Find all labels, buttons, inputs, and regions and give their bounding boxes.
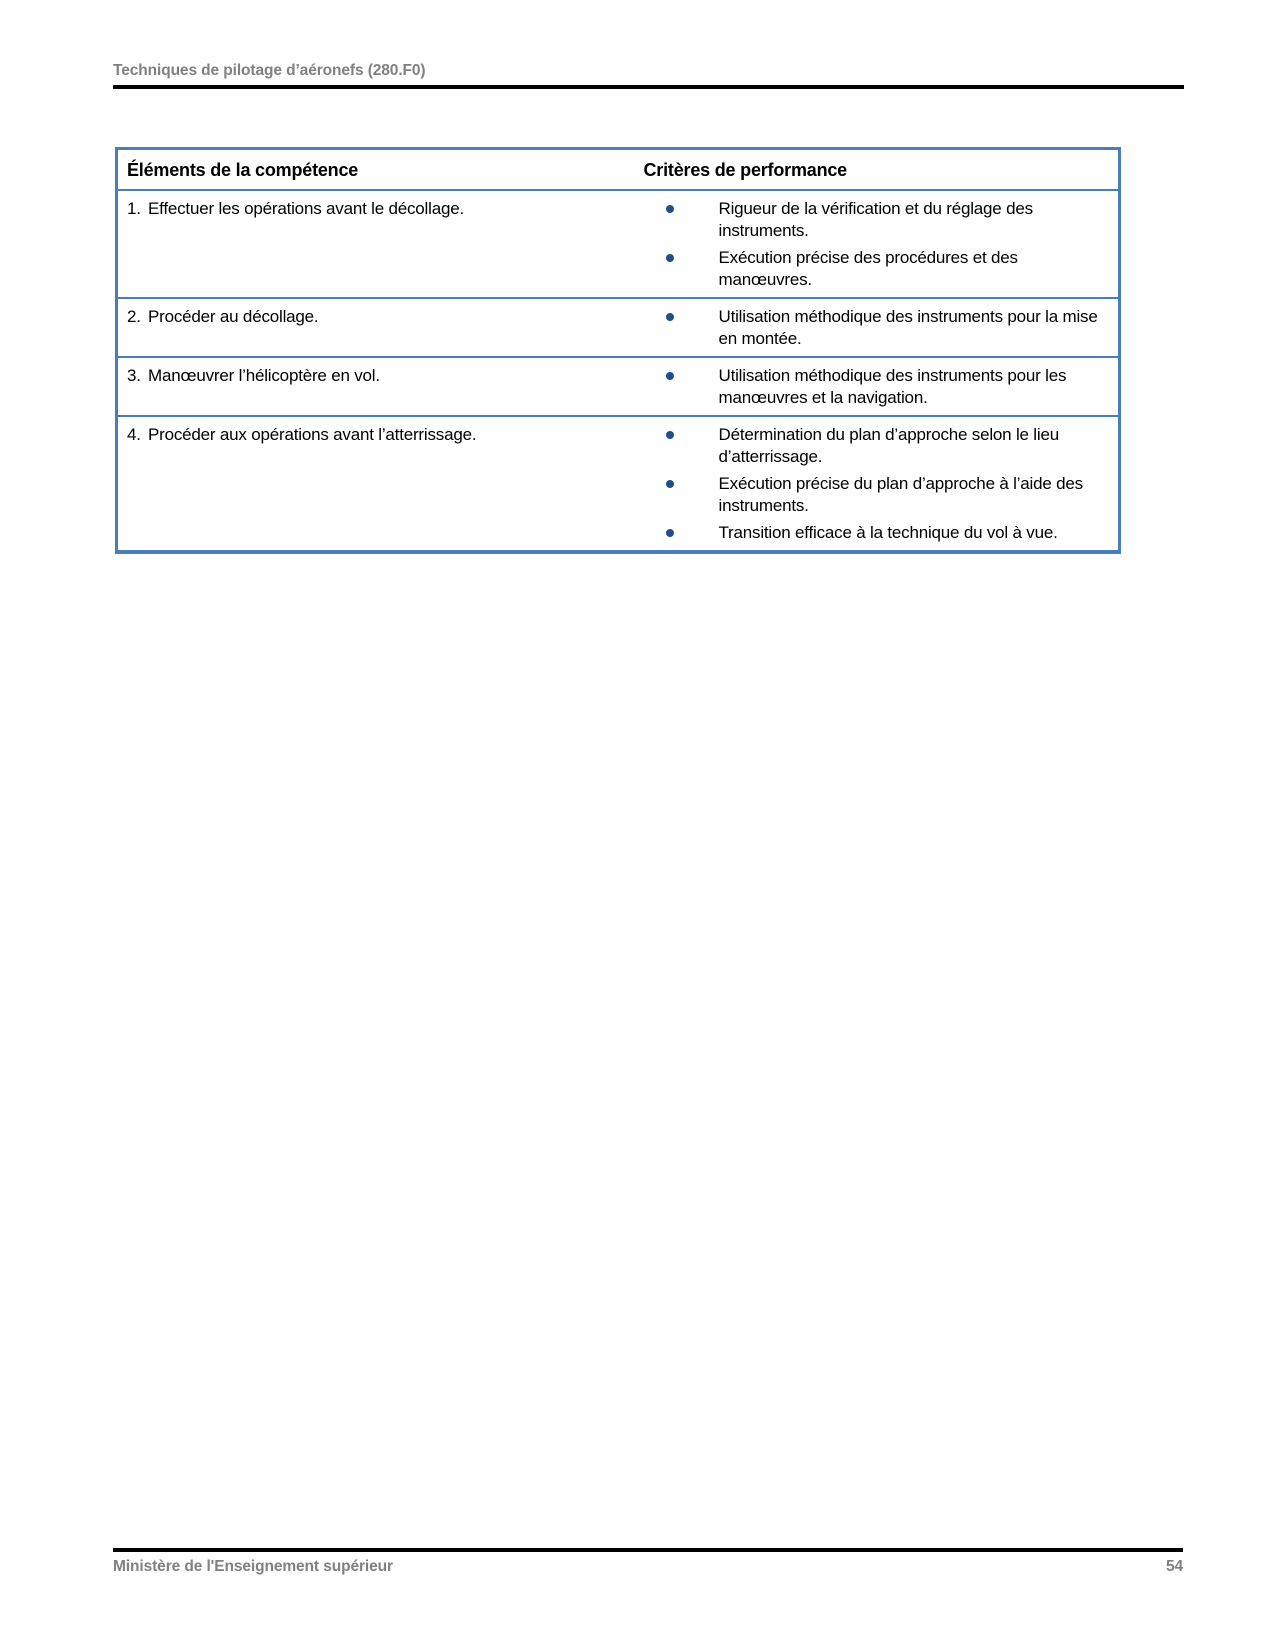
column-header-criteria: Critères de performance	[643, 160, 847, 180]
criteria-list	[644, 424, 1111, 544]
criteria-text: Rigueur de la vérification et du réglage des instruments.	[718, 199, 1033, 240]
criteria-text: Transition efficace à la technique du vol à vue.	[718, 523, 1058, 542]
criteria-cell	[644, 298, 1120, 357]
criteria-item	[644, 473, 1111, 517]
criteria-item	[644, 522, 1111, 544]
criteria-text: Exécution précise des procédures et des manœuvres.	[718, 248, 1018, 289]
element-cell	[117, 357, 644, 416]
table-row	[117, 190, 1120, 298]
element-cell	[117, 298, 644, 357]
criteria-item	[644, 198, 1111, 242]
bullet-icon	[666, 254, 674, 262]
footer-ministry: Ministère de l'Enseignement supérieur	[113, 1558, 393, 1575]
page-header	[113, 62, 1184, 89]
bullet-icon	[666, 431, 674, 439]
criteria-cell	[644, 357, 1120, 416]
element-text: Effectuer les opérations avant le décollage.	[148, 199, 464, 218]
criteria-list	[644, 198, 1111, 291]
element-text: Manœuvrer l’hélicoptère en vol.	[148, 366, 380, 385]
criteria-list	[644, 306, 1111, 350]
competence-table	[115, 147, 1121, 554]
criteria-list	[644, 365, 1111, 409]
page-footer	[113, 1548, 1183, 1576]
bullet-icon	[666, 313, 674, 321]
element-text: Procéder au décollage.	[148, 307, 319, 326]
bullet-icon	[666, 480, 674, 488]
bullet-icon	[666, 529, 674, 537]
element-number: 4.	[127, 425, 141, 444]
footer-page-number: 54	[1165, 1558, 1183, 1575]
criteria-text: Utilisation méthodique des instruments pour les manœuvres et la navigation.	[718, 366, 1067, 407]
criteria-cell	[644, 416, 1120, 552]
criteria-item	[644, 306, 1111, 350]
element-cell	[117, 416, 644, 552]
criteria-item	[644, 365, 1111, 409]
column-header-elements: Éléments de la compétence	[127, 160, 359, 180]
element-number: 3.	[127, 366, 141, 385]
criteria-text: Détermination du plan d’approche selon le lieu d’atterrissage.	[718, 425, 1059, 466]
table-row	[117, 298, 1120, 357]
element-cell	[117, 190, 644, 298]
criteria-cell	[644, 190, 1120, 298]
criteria-text: Exécution précise du plan d’approche à l’aide des instruments.	[718, 474, 1083, 515]
element-number: 2.	[127, 307, 141, 326]
table-header-row	[117, 149, 1120, 191]
table-row	[117, 416, 1120, 552]
criteria-item	[644, 424, 1111, 468]
bullet-icon	[666, 205, 674, 213]
element-number: 1.	[127, 199, 141, 218]
criteria-text: Utilisation méthodique des instruments pour la mise en montée.	[718, 307, 1098, 348]
criteria-item	[644, 247, 1111, 291]
bullet-icon	[666, 372, 674, 380]
element-text: Procéder aux opérations avant l’atterrissage.	[148, 425, 477, 444]
table-row	[117, 357, 1120, 416]
page-header-title: Techniques de pilotage d’aéronefs (280.F0)	[113, 62, 426, 79]
